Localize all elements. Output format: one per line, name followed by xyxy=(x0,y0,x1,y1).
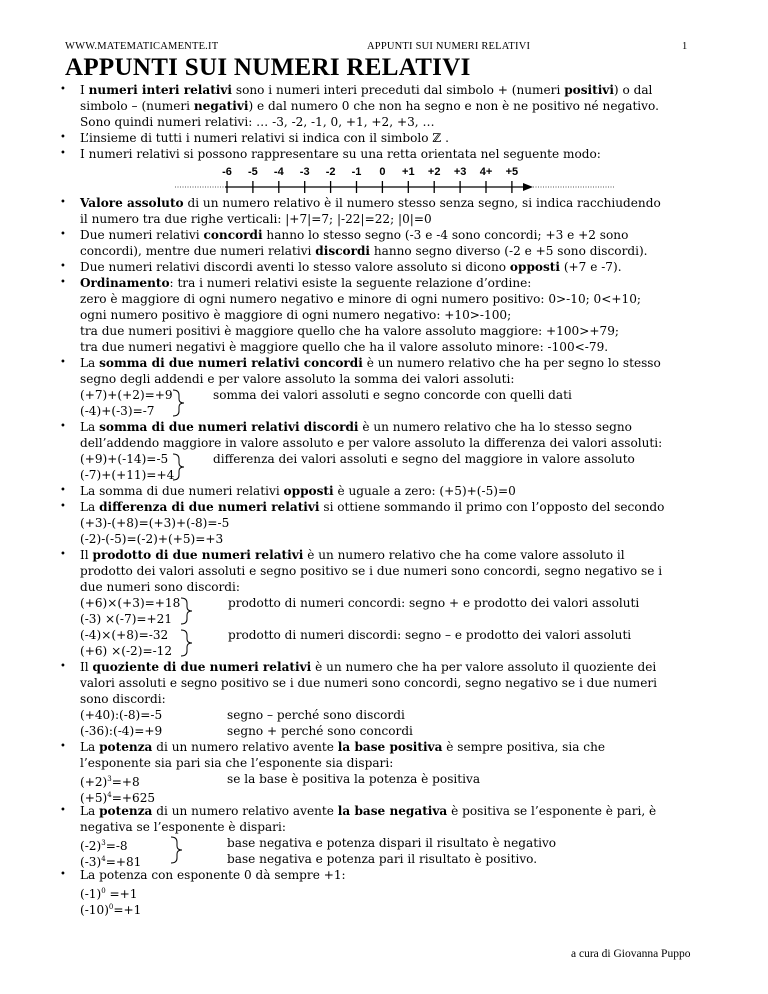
paragraph-sum-discordi: dell’addendo maggiore in valore assoluto e per valore assoluto la differenza dei valori assoluti: xyxy=(80,436,663,450)
example-line: $(+2)^3=+8$ xyxy=(80,775,140,790)
example-line: $(-3)^4=+81$ xyxy=(80,855,142,870)
paragraph-power-zero: La potenza con esponente 0 dà sempre +1: xyxy=(80,868,346,882)
paragraph-power-positive: l’esponente sia pari sia che l’esponente sia dispari: xyxy=(80,756,394,770)
page-number: 1 xyxy=(682,41,688,52)
paragraph-absolute-value: il numero tra due righe verticali: |+7|=7; |-22|=22; |0|=0 xyxy=(80,212,432,226)
example-note: base negativa e potenza dispari il risultato è negativo xyxy=(227,836,557,850)
paragraph-difference: La differenza di due numeri relativi si ottiene sommando il primo con l’opposto del secondo xyxy=(80,500,665,514)
number-line-label: -3 xyxy=(299,166,310,178)
paragraph-number-line: I numeri relativi si possono rappresentare su una retta orientata nel seguente modo: xyxy=(80,147,601,161)
bullet-icon: • xyxy=(60,132,66,143)
bullet-icon: • xyxy=(60,501,66,512)
paragraph-quotient: valori assoluti e segno positivo se i due numeri sono concordi, segno negativo se i due numeri xyxy=(80,676,658,690)
example-line: $(-2)^3=-8$ xyxy=(80,839,128,854)
page-title: APPUNTI SUI NUMERI RELATIVI xyxy=(65,54,471,81)
number-line-label: +1 xyxy=(402,166,415,178)
paragraph-ordering: tra due numeri positivi è maggiore quello che ha valore assoluto maggiore: +100>+79; xyxy=(80,324,619,338)
bullet-icon: • xyxy=(60,869,66,880)
paragraph-quotient: sono discordi: xyxy=(80,692,166,706)
brace-icon xyxy=(180,629,194,657)
header-title: APPUNTI SUI NUMERI RELATIVI xyxy=(367,41,531,52)
number-line-label: 0 xyxy=(379,166,386,178)
paragraph-intro: Sono quindi numeri relativi: … -3, -2, -1, 0, +1, +2, +3, … xyxy=(80,115,435,129)
example-note: prodotto di numeri discordi: segno – e prodotto dei valori assoluti xyxy=(228,628,632,642)
paragraph-sum-opposti: La somma di due numeri relativi opposti è uguale a zero: (+5)+(-5)=0 xyxy=(80,484,516,498)
brace-icon xyxy=(180,597,194,625)
number-line-label: +3 xyxy=(453,166,467,178)
bullet-icon: • xyxy=(60,261,66,272)
bullet-icon: • xyxy=(60,197,66,208)
paragraph-ordering: ogni numero positivo è maggiore di ogni numero negativo: +10>-100; xyxy=(80,308,512,322)
paragraph-absolute-value: Valore assoluto di un numero relativo è il numero stesso senza segno, si indica racchiudendo xyxy=(80,196,661,210)
paragraph-power-negative: negativa se l’esponente è dispari: xyxy=(80,820,286,834)
example-line: (+3)-(+8)=(+3)+(-8)=-5 xyxy=(80,516,230,530)
bullet-icon: • xyxy=(60,549,66,560)
bullet-icon: • xyxy=(60,485,66,496)
bullet-icon: • xyxy=(60,84,66,95)
paragraph-intro: simbolo – (numeri negativi) e dal numero 0 che non ha segno e non è ne positivo né negativo. xyxy=(80,99,659,113)
number-line-diagram xyxy=(175,164,615,198)
example-line: (+7)+(+2)=+9 xyxy=(80,388,173,402)
paragraph-sum-discordi: La somma di due numeri relativi discordi è un numero relativo che ha lo stesso segno xyxy=(80,420,632,434)
number-line-label: -4 xyxy=(273,166,284,178)
example-note: prodotto di numeri concordi: segno + e prodotto dei valori assoluti xyxy=(228,596,640,610)
example-line: (-36):(-4)=+9 xyxy=(80,724,163,738)
number-line-arrow-icon xyxy=(523,183,533,191)
example-line: (+6)×(+3)=+18 xyxy=(80,596,181,610)
paragraph-product: Il prodotto di due numeri relativi è un numero relativo che ha come valore assoluto il xyxy=(80,548,625,562)
bullet-icon: • xyxy=(60,741,66,752)
bullet-icon: • xyxy=(60,357,66,368)
example-line: (+6) ×(-2)=-12 xyxy=(80,644,173,658)
paragraph-power-negative: La potenza di un numero relativo avente la base negativa è positiva se l’esponente è pari, è xyxy=(80,804,657,818)
number-line-label: -2 xyxy=(325,166,336,178)
paragraph-concordi: concordi), mentre due numeri relativi discordi hanno segno diverso (-2 e +5 sono discordi). xyxy=(80,244,648,258)
bullet-icon: • xyxy=(60,148,66,159)
example-line: (-3) ×(-7)=+21 xyxy=(80,612,173,626)
example-note: segno + perché sono concordi xyxy=(227,724,413,738)
paragraph-z-symbol: L’insieme di tutti i numeri relativi si indica con il simbolo ℤ . xyxy=(80,131,449,145)
example-line: $(-1)^0 =+1$ xyxy=(80,887,138,902)
header-site: WWW.MATEMATICAMENTE.IT xyxy=(65,41,219,52)
paragraph-ordering: tra due numeri negativi è maggiore quello che ha il valore assoluto minore: -100<-79. xyxy=(80,340,609,354)
bullet-icon: • xyxy=(60,421,66,432)
paragraph-opposti: Due numeri relativi discordi aventi lo stesso valore assoluto si dicono opposti (+7 e -7). xyxy=(80,260,622,274)
example-line: (+9)+(-14)=-5 xyxy=(80,452,169,466)
paragraph-sum-concordi: La somma di due numeri relativi concordi è un numero relativo che ha per segno lo stesso xyxy=(80,356,661,370)
brace-icon xyxy=(172,389,186,417)
example-note: base negativa e potenza pari il risultato è positivo. xyxy=(227,852,538,866)
number-line-label: -1 xyxy=(351,166,362,178)
example-note: somma dei valori assoluti e segno concorde con quelli dati xyxy=(213,388,572,402)
paragraph-quotient: Il quoziente di due numeri relativi è un numero che ha per valore assoluto il quoziente dei xyxy=(80,660,657,674)
bullet-icon: • xyxy=(60,805,66,816)
example-note: segno – perché sono discordi xyxy=(227,708,405,722)
footer-author: a cura di Giovanna Puppo xyxy=(571,948,691,960)
number-line-label: -6 xyxy=(222,166,232,178)
number-line-label: 4+ xyxy=(479,166,493,178)
example-line: $(+5)^4=+625$ xyxy=(80,791,156,806)
bullet-icon: • xyxy=(60,229,66,240)
paragraph-ordering: Ordinamento: tra i numeri relativi esiste la seguente relazione d’ordine: xyxy=(80,276,532,290)
paragraph-ordering: zero è maggiore di ogni numero negativo e minore di ogni numero positivo: 0>-10; 0<+10; xyxy=(80,292,641,306)
number-line-label: +5 xyxy=(505,166,519,178)
bullet-icon: • xyxy=(60,661,66,672)
number-line-label: +2 xyxy=(427,166,441,178)
paragraph-concordi: Due numeri relativi concordi hanno lo stesso segno (-3 e -4 sono concordi; +3 e +2 sono xyxy=(80,228,629,242)
example-note: differenza dei valori assoluti e segno del maggiore in valore assoluto xyxy=(213,452,635,466)
example-line: (-2)-(-5)=(-2)+(+5)=+3 xyxy=(80,532,224,546)
example-line: (-4)+(-3)=-7 xyxy=(80,404,155,418)
number-line-label: -5 xyxy=(248,166,258,178)
paragraph-power-positive: La potenza di un numero relativo avente la base positiva è sempre positiva, sia che xyxy=(80,740,606,754)
example-note: se la base è positiva la potenza è positiva xyxy=(227,772,481,786)
paragraph-intro: I numeri interi relativi sono i numeri interi preceduti dal simbolo + (numeri positivi) o dal xyxy=(80,83,653,97)
example-line: (-4)×(+8)=-32 xyxy=(80,628,169,642)
brace-icon xyxy=(172,453,186,481)
example-line: $(-10)^0=+1$ xyxy=(80,903,142,918)
brace-icon xyxy=(170,836,184,864)
example-line: (-7)+(+11)=+4 xyxy=(80,468,175,482)
example-line: (+40):(-8)=-5 xyxy=(80,708,163,722)
bullet-icon: • xyxy=(60,277,66,288)
paragraph-product: due numeri sono discordi: xyxy=(80,580,240,594)
paragraph-sum-concordi: segno degli addendi e per valore assoluto la somma dei valori assoluti: xyxy=(80,372,515,386)
paragraph-product: prodotto dei valori assoluti e segno positivo se i due numeri sono concordi, segno negativo se i xyxy=(80,564,663,578)
